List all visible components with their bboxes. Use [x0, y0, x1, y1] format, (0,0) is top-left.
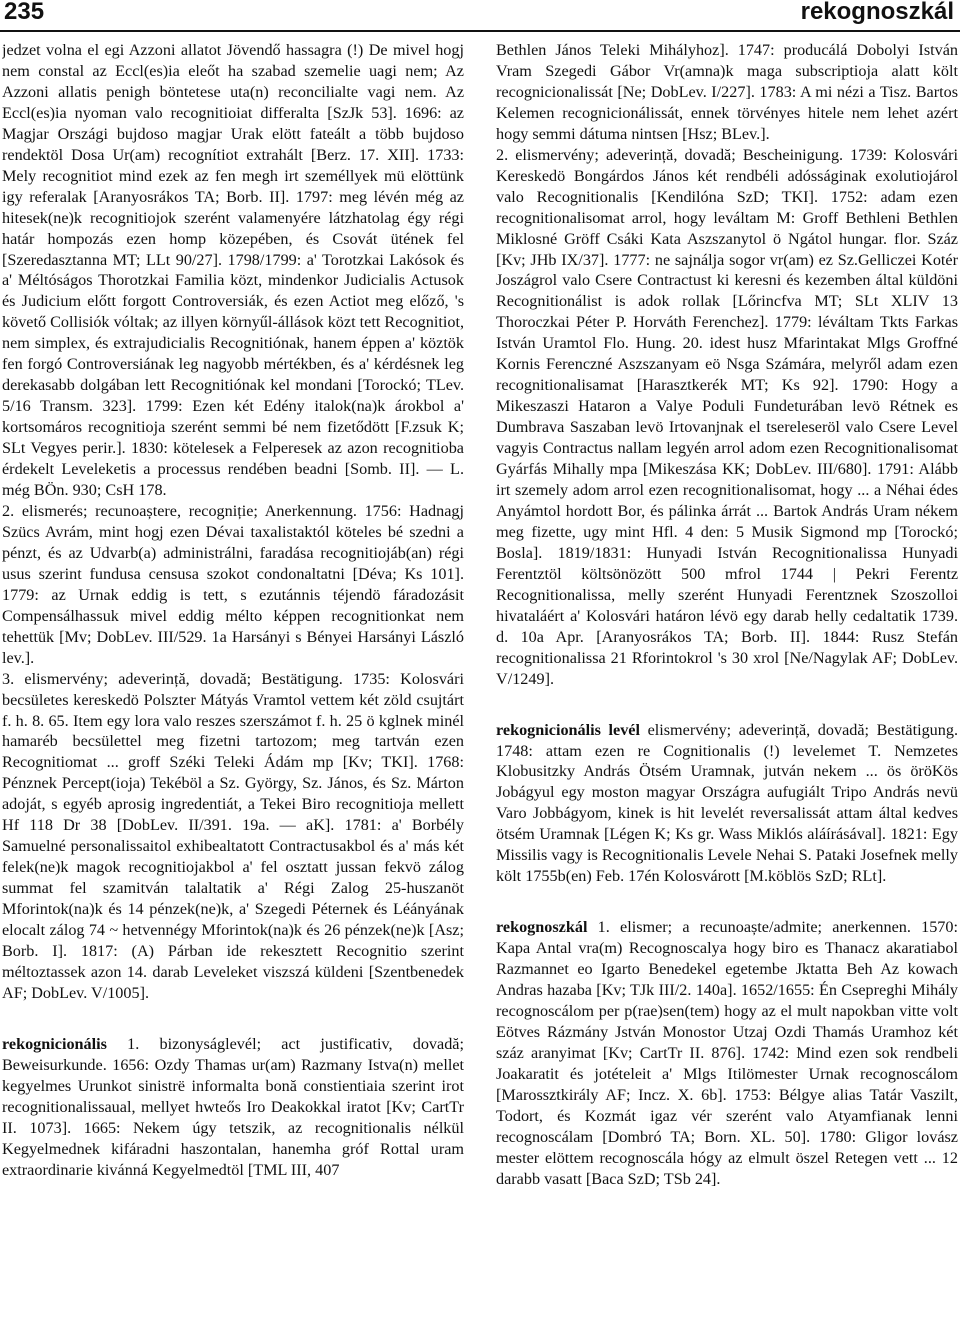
left-column — [2, 40, 464, 1336]
entry-text: elismervény; adeverință, dovadă; Bestätigung. 1748: attam ezen re Cognitionalis (!) levelemet T. Nemzetes Klobusitzky András Ötsém Uramnak, jutván nekem ... ös öröKös Jobágyul egy moston magyar Országra aufugiált Tripo András nevü Varo Jobbágyom, kinek is hit levelét reversalissát attam által kedves ötsém Uramnak [Légen K; Ks gr. Wass Miklós aláírásával]. 1821: Egy Missilis vagy is Recognitionalis Levele Nehai S. Pataki Josefnek melly költ 1755b(en) Feb. 17én Kolosvárott [M.köblös SzD; RLt]. — [496, 720, 958, 886]
lemma-entry — [496, 917, 958, 1189]
page-number: 235 — [4, 0, 45, 25]
headword: rekognoszkál — [496, 918, 588, 937]
lemma-entry — [496, 720, 958, 888]
entry-text: 1. bizonyságlevél; act justificativ, dovadă; Beweisurkunde. 1656: Ozdy Thamas ur(am) Razmany Istva(n) mellet kegyelmes Urunkot sinistrë informalta bonă constientiaia szerint irot recognitionalissaual, mellyet hwteős Iro Deakokkal iratot [Kv; CartTr II. 1073]. 1665: Nekem úgy tetszik, az recognitionalis nélkül Kegyelmednek kifáradni haszontalan, hanemha gróf Rottal uram extraordinarie kivánná Kegyelmedtöl [TML III, 407 — [2, 1034, 464, 1179]
entry-paragraph: 3. elismervény; adeverință, dovadă; Bestätigung. 1735: Kolosvári becsületes kereskedö Polszter Mátyás Vramtol vettem két zöld csujtárt f. h. 8. 65. Item egy lora valo reszes szerszámot f. h. 25 ö kglnek minél hamaréb becsülettel meg fizetni tartozom; meg tartván ezen Recognitiomat ... groff Széki Teleki Ádám mp [Kv; TKI]. 1768: Pénznek Percept(ioja) Tekéböl a Sz. György, Sz. János, és Sz. Márton adoját, s egyéb aprosig ingredentiát, a Tekei Biro recognitioja mellett Hf 118 Dr 38 [DobLev. II/391. 19a. — aK]. 1781: a' Borbély Samuelné personalissaitol exhibealtatott Contractusakbol és a' más két felek(ne)k magok recognitiojakbol a' fel osztatt jussan fekvö zálog summat fel szamitván talaltatik a' Régi Zalog 25-huszanöt Mforintok(na)k és 14 pénzek(ne)k, a' Szegedi Péternek és Léányának elocalt zálog 74 ~ hetvennégy Mforintok(na)k és 26 pénzek(ne)k [Asz; Borb. I]. 1817: (A) Párban ide rekesztett Recognitio szerint méltoztassek azon 14. darab Leveleket viszszá küldeni [Szentbenedek AF; DobLev. V/1005]. — [2, 669, 464, 1002]
entry-paragraph: jedzet volna el egi Azzoni allatot Jövendő hassagra (!) De mivel hogj nem constal az Eccl(es)ia eleőt ha szabad szemelie uagi nem; Az Azzoni allatis penigh böntetese uta(n) reconcilialte vagi nem. Az Eccl(es)ia nyoman valo recognitioiat differalta [SzJk 53]. 1696: az Magjar Országi bujdoso magjar Urak elött fateált a több bujdoso rendektöl Dosa Ur(am) recognítiot extrahált [Berz. 17. XII]. 1733: Mely recognitiot mind ezek az fen megh irt személlyek mü elöttünk igy referalak [Aranyosrákos TA; Borb. II]. 1797: meg lévén még az hitesek(ne)k recognitiojok szerént valamenyére látzhatolag égy régi határ hompozás ezen homp közepében, és Csovát ütének fel [Szeredasztanna MT; LLt 90/27]. 1798/1799: a' Torotzkai Lakósok és a' Méltóságos Thorotzkai Familia közt, mindenkor Judicialis Actusok és Judicium előtt forgott Controversiák, és ezen Actiot meg előző, 's követő Collisiók vóltak; az illyen környűl-állások közt tett Recognitiot, nem simplex, és extrajudicialis Recognitiónak, hanem éppen a' köztök fen forgó Controversiának leg nagyobb mértékben, és a' kérdésnek leg derekasabb dolgában lett Recognitiónak kel mondani [Torockó; TLev. 5/16 Transm. 323]. 1799: Ezen két Edény italok(na)k árokbol a' kortsomáros recognitioja szerént semmi bé nem fizetődött [F.zsuk K; SLt Vegyes perir.]. 1830: kötelesek a Felperesek az azon recognitioba érdekelt Leveleketis a processus rendében beadni [Somb. II]. — L. még BÖn. 930; CsH 178. — [2, 41, 464, 500]
entry-paragraph: 2. elismerés; recunoaștere, recogniție; Anerkennung. 1756: Hadnagj Szücs Avrám, mint hogj ezen Dévai taxalistaktól köteles bé szedni a pénzt, és az Udvarb(a) administrálni, faradása recognitiojáb(an) régi usus szerint fundusa censusa szokot condonaltatni [Déva; Ks 101]. 1779: az Urnak eddig is tett, s ezutánnis téjendö fáradozásit Compensálhassuk mivel eddig mélto képpen recognitionkat nem tehettük [Mv; DobLev. III/529. 1a Harsányi s Bényei Harsányi László lev.]. — [2, 501, 464, 667]
entry-paragraph: 2. elismervény; adeverință, dovadă; Bescheinigung. 1739: Kolosvári Kereskedö Bongárdos János két rendbéli adósságinak exolutiojárol valo Recognitionalis [Kendilóna SzD; TKI]. 1752: adam ezen recognitionalisomat arrol, hogy leváltam M: Groff Bethleni Bethlen Miklosné Gröff Csáki Kata Aszszanytol ö Ngátol hungar. flor. Száz [Kv; JHb IX/37]. 1777: ne sajnálja sogor vr(am) ez Sz.Gelliczei Kotér Joszágrol valo Csere Contractust ki keresni és kezemben által küldöni Recognitionálist is adok rollak [Lőrincfva MT; SLt XLIV 13 Thoroczkai Péter P. Horváth Ferenchez]. 1779: léváltam Tkts Farkas István Uramtol Flo. Hung. 20. idest husz Mfarintakat Mlgs Groffné Kornis Ferenczné Aszszanyam eö Nsga Számára, melyről adam ezen recognitionalisamat [Harasztkerék MT; Ks 92]. 1790: Hogy a Mikeszaszi Hataron a Valye Poduli Fundeturában levö Rétnek es Dumbrava Saszaban levö Irtovanjnak el tsereleseröl valo Csere Level vagyis Contractus nallam legyén arrol adom ezen Recognitionalisomat Gyárfás Mihally mpa [Mikeszása KK; DobLev. III/680]. 1791: Alább irt szemely adom arrol ezen recognitionalisomat, hogy ... a Néhai édes Anyámtol hordott Bor, és pálinka árrát ... Bartok András Uram nékem meg fizette, ugy mint Hfl. 4 den: 5 Musik Sigmond mp [Torockó; Bosla]. 1819/1831: Hunyadi István Recognitionalissa Hunyadi Ferentztöl költsönözött 500 mfrol 1744 | Pekri Ferentz Recognitionalissa, melly szerént Hunyadi Ferentznek Szoszolloi hivataláért a' Kolosvári határon lévö egy darab helly cedaltatik 1739. d. 10a Apr. [Aranyosrákos TA; Borb. II]. 1844: Rusz Stefán recognitionalissa 21 Rforintokrol 's 30 xrol [Ne/Nagylak AF; DobLev. V/1249]. — [496, 145, 958, 688]
entry-text: 1. elismer; a recunoaște/admite; anerkennen. 1570: Kapa Antal vra(m) Recognoscalya hogy biro es Thanacz akaratiabol Razmannet eo Igarto Benedekel egetembe Jktatta Beh Az kowach Andras hazaba [Kv; TJk III/2. 140a]. 1652/1655: Én Csepreghi Mihály recognoscálom per p(rae)sen(tem) hogy az el mult napokban vitte volt Eötves Rázmány Jstván Monostor Utzaj Ozdi Thamás Uramhoz két száz aranyimat [Kv; CartTr II. 876]. 1742: Mind ezen sok rendbeli Joakaratit és jotételeit a' Mlgs Itilömester Urnak recognoscálom [Marossztkirály AF; Incz. X. 6b]. 1753: Bélgye alias Tatár Vaszilt, Todort, és Kozmát igaz vér szerént valo Atyamfianak lenni recognoscálam [Dombró TA; Born. XL. 50]. 1780: Gligor lovász mester elöttem recognoscála hógy az elmult öszel Retegen vett ... 12 darabb vasatt [Baca SzD; TSb 24]. — [496, 918, 958, 1188]
lemma-entry — [2, 1034, 464, 1181]
running-head: rekognoszkál — [800, 0, 954, 25]
right-column — [496, 40, 958, 1336]
headword: rekognicionális — [2, 1034, 107, 1053]
entry-paragraph: Bethlen János Teleki Mihályhoz]. 1747: producálá Dobolyi István Vram Szegedi Gábor Vr(amna)k maga subscriptioja alatt költ recognicionalissát [Ne; DobLev. I/227]. 1783: A mi nézi a Tisz. Bartos Kelemen recognicionálissát, ennek törvényes hitele nem lehet azért hogy semmi dátuma nintsen [Hsz; BLev.]. — [496, 41, 958, 143]
page-header — [0, 0, 960, 32]
headword: rekognicionális levél — [496, 720, 640, 739]
